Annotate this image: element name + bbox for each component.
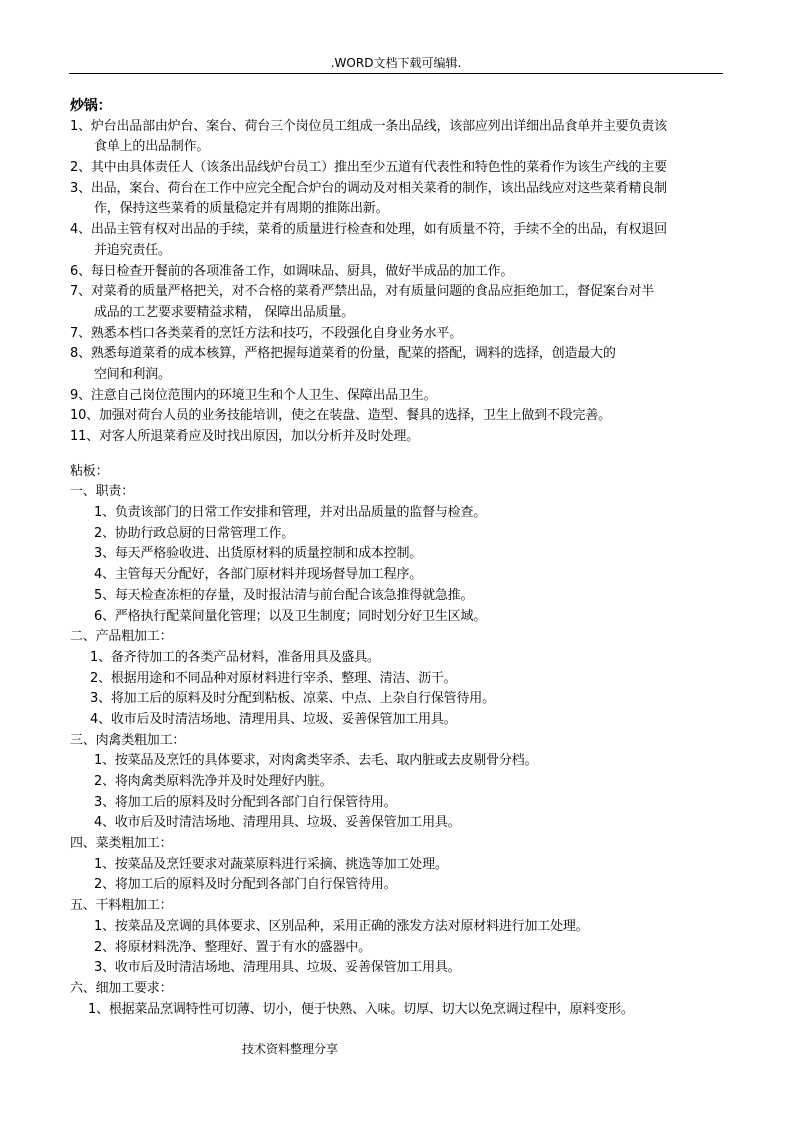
- list-item-continuation: 空间和利润。: [94, 366, 171, 382]
- list-item: 7、熟悉本档口各类菜肴的烹饪方法和技巧，不段强化自身业务水平。: [70, 325, 463, 341]
- spacer: [70, 448, 730, 462]
- list-item: 1、根据菜品烹调特性可切薄、切小，便于快熟、入味。切厚、切大以免烹调过程中，原料变形。: [88, 1001, 634, 1017]
- list-item: 6、严格执行配菜间量化管理；以及卫生制度；同时划分好卫生区域。: [94, 608, 487, 624]
- list-item: 1、按菜品及烹饪要求对蔬菜原料进行采摘、挑选等加工处理。: [94, 856, 448, 872]
- page-header: .WORD文档下载可编辑.: [330, 56, 462, 70]
- section-heading: 四、菜类粗加工：: [70, 836, 173, 852]
- section-title-cutting-board: 粘板：: [70, 463, 109, 479]
- list-item: 8、熟悉每道菜肴的成本核算，严格把握每道菜肴的份量，配菜的搭配，调料的选择，创造最大的: [70, 346, 616, 362]
- list-item-continuation: 并追究责任。: [94, 242, 171, 258]
- list-item: 1、按菜品及烹饪的具体要求，对肉禽类宰杀、去毛、取内脏或去皮剔骨分档。: [94, 753, 538, 769]
- list-item: 4、出品主管有权对出品的手续，菜肴的质量进行检查和处理，如有质量不符，手续不全的出品，有权退回: [70, 222, 667, 238]
- list-item: 10、加强对荷台人员的业务技能培训，使之在装盘、造型、餐具的选择，卫生上做到不段完善。: [70, 408, 611, 424]
- stir-fry-list: [70, 117, 730, 448]
- list-item: 4、主管每天分配好，各部门原材料并现场督导加工程序。: [94, 567, 423, 583]
- list-item: 1、炉台出品部由炉台、案台、荷台三个岗位员工组成一条出品线，该部应列出详细出品食单并主要负责该: [70, 118, 667, 134]
- list-item: 3、出品，案台、荷台在工作中应完全配合炉台的调动及对相关菜肴的制作，该出品线应对这些菜肴精良制: [70, 180, 667, 196]
- list-item-continuation: 作，保持这些菜肴的质量稳定并有周期的推陈出新。: [94, 201, 389, 217]
- list-item: 5、每天检查冻柜的存量，及时报沽清与前台配合该急推得就急推。: [94, 587, 474, 603]
- list-item: 2、将加工后的原料及时分配到各部门自行保管待用。: [94, 877, 397, 893]
- section-heading: 三、肉禽类粗加工：: [70, 732, 186, 748]
- list-item: 1、备齐待加工的各类产品材料，准备用具及盛具。: [90, 649, 380, 665]
- list-item: 2、协助行政总厨的日常管理工作。: [94, 525, 295, 541]
- list-item: 7、对菜肴的质量严格把关，对不合格的菜肴严禁出品，对有质量问题的食品应拒绝加工，督促案台对半: [70, 284, 655, 300]
- header-divider: [69, 73, 723, 74]
- list-item: 1、按菜品及烹调的具体要求、区别品种，采用正确的涨发方法对原材料进行加工处理。: [94, 918, 589, 934]
- section-heading: 二、产品粗加工：: [70, 629, 173, 645]
- section-title-stir-fry: 炒锅：: [70, 98, 112, 114]
- list-item: 6、每日检查开餐前的各项准备工作，如调味品、厨具，做好半成品的加工作。: [70, 263, 514, 279]
- list-item: 3、收市后及时清洁场地、清理用具、垃圾、妥善保管加工用具。: [94, 960, 461, 976]
- list-item: 2、其中由具体责任人（该条出品线炉台员工）推出至少五道有代表性和特色性的菜肴作为该生产线的主要: [70, 160, 667, 176]
- list-item: 4、收市后及时清洁场地、清理用具、垃圾、妥善保管加工用具。: [90, 711, 457, 727]
- list-item: 2、将肉禽类原料洗净并及时处理好内脏。: [94, 774, 333, 789]
- section-heading: 一、职责：: [70, 484, 135, 500]
- list-item: 2、根据用途和不同品种对原材料进行宰杀、整理、清洁、沥干。: [90, 670, 457, 686]
- list-item: 2、将原材料洗净、整理好、置于有水的盛器中。: [94, 939, 371, 955]
- section-heading: 六、细加工要求：: [70, 980, 173, 996]
- document-body: [70, 96, 730, 1020]
- page-footer: 技术资料整理分享: [241, 1042, 338, 1056]
- list-item: 1、负责该部门的日常工作安排和管理，并对出品质量的监督与检查。: [94, 505, 487, 521]
- list-item: 4、收市后及时清洁场地、清理用具、垃圾、妥善保管加工用具。: [94, 815, 461, 831]
- list-item-continuation: 成品的工艺要求要精益求精， 保障出品质量。: [94, 304, 354, 320]
- list-item: 9、注意自己岗位范围内的环境卫生和个人卫生、保障出品卫生。: [70, 387, 437, 403]
- section-heading: 五、干料粗加工：: [70, 898, 173, 914]
- list-item: 3、将加工后的原料及时分配到粘板、凉菜、中点、上杂自行保管待用。: [90, 691, 495, 707]
- list-item: 3、将加工后的原料及时分配到各部门自行保管待用。: [94, 794, 397, 810]
- list-item-continuation: 食单上的出品制作。: [94, 139, 210, 155]
- list-item: 11、对客人所退菜肴应及时找出原因，加以分析并及时处理。: [70, 429, 419, 444]
- list-item: 3、每天严格验收进、出货原材料的质量控制和成本控制。: [94, 546, 423, 562]
- cutting-board-sections: [70, 482, 730, 1020]
